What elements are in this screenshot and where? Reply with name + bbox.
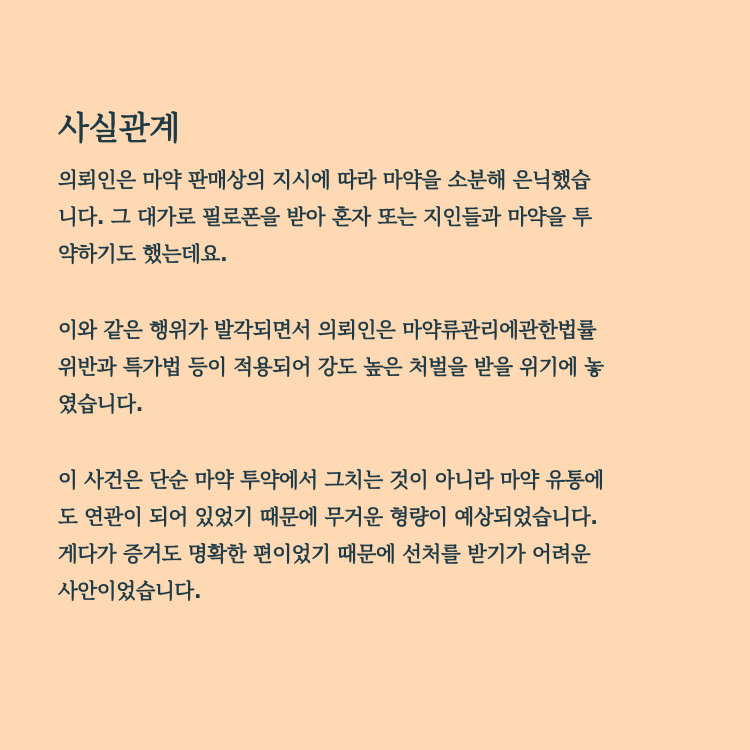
paragraph-line: 이 사건은 단순 마약 투약에서 그치는 것이 아니라 마약 유통에 [58, 468, 604, 492]
paragraph-spacer [58, 273, 708, 312]
paragraph-line: 사안이었습니다. [58, 579, 202, 603]
content-card [58, 104, 708, 610]
paragraph-2 [58, 312, 708, 423]
paragraph-line: 니다. 그 대가로 필로폰을 받아 혼자 또는 지인들과 마약을 투 [58, 205, 592, 229]
paragraph-spacer [58, 423, 708, 462]
paragraph-line: 게다가 증거도 명확한 편이었기 때문에 선처를 받기가 어려운 [58, 542, 591, 566]
paragraph-line: 이와 같은 행위가 발각되면서 의뢰인은 마약류관리에관한법률 [58, 318, 597, 342]
section-title: 사실관계 [58, 109, 180, 147]
paragraph-1 [58, 162, 708, 273]
paragraph-line: 였습니다. [58, 392, 143, 416]
paragraph-line: 의뢰인은 마약 판매상의 지시에 따라 마약을 소분해 은닉했습 [58, 168, 591, 192]
paragraph-line: 약하기도 했는데요. [58, 242, 228, 266]
paragraph-line: 위반과 특가법 등이 적용되어 강도 높은 처벌을 받을 위기에 놓 [58, 355, 604, 379]
paragraph-3 [58, 462, 708, 610]
paragraph-line: 도 연관이 되어 있었기 때문에 무거운 형량이 예상되었습니다. [58, 505, 598, 529]
